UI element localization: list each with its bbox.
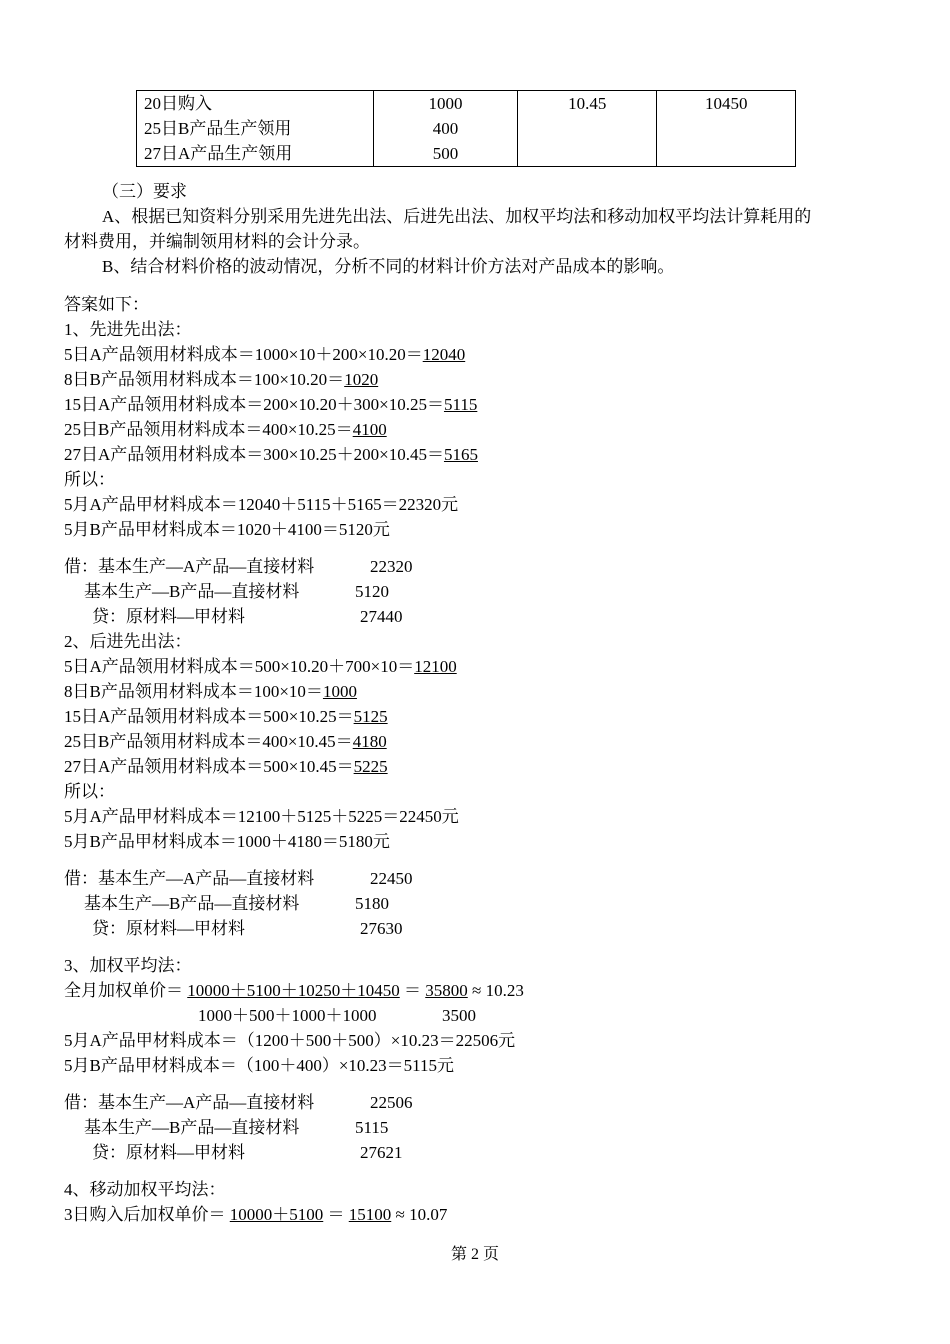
total-b: 5月B产品甲材料成本＝1000＋4180＝5180元 <box>64 832 390 851</box>
calc-line: 27日A产品领用材料成本＝300×10.25＋200×10.45＝5165 <box>64 445 478 464</box>
entry-credit: 贷：原材料—甲材料 <box>92 1143 245 1162</box>
entry-amount: 22506 <box>370 1093 413 1112</box>
calc-line: 8日B产品领用材料成本＝100×10＝1000 <box>64 682 357 701</box>
entry-debit-b: 基本生产—B产品—直接材料 <box>84 894 300 913</box>
table-cell: 20日购入 25日B产品生产领用 27日A产品生产领用 <box>137 91 374 167</box>
calc-line: 25日B产品领用材料成本＝400×10.25＝4100 <box>64 420 387 439</box>
entry-amount: 5115 <box>355 1118 389 1137</box>
calc-line: 27日A产品领用材料成本＝500×10.45＝5225 <box>64 757 388 776</box>
total-a: 5月A产品甲材料成本＝12100＋5125＋5225＝22450元 <box>64 807 459 826</box>
total-a: 5月A产品甲材料成本＝12040＋5115＋5165＝22320元 <box>64 495 459 514</box>
calc-line: 8日B产品领用材料成本＝100×10.20＝1020 <box>64 370 379 389</box>
entry-debit-b: 基本生产—B产品—直接材料 <box>84 582 300 601</box>
weighted-title: 3、加权平均法： <box>64 956 192 975</box>
entry-amount: 22450 <box>370 869 413 888</box>
requirements-heading: （三）要求 <box>102 182 187 201</box>
total-b: 5月B产品甲材料成本＝1020＋4100＝5120元 <box>64 520 390 539</box>
calc-line: 15日A产品领用材料成本＝200×10.20＋300×10.25＝5115 <box>64 395 478 414</box>
moving-formula: 3日购入后加权单价＝ 10000＋5100 ＝ 15100 ≈ 10.07 <box>64 1205 448 1224</box>
entry-debit-a: 借：基本生产—A产品—直接材料 <box>64 1093 315 1112</box>
so-label: 所以： <box>64 782 115 801</box>
weighted-denominator: 3500 <box>442 1006 476 1025</box>
answer-intro: 答案如下： <box>64 295 149 314</box>
entry-credit: 贷：原材料—甲材料 <box>92 607 245 626</box>
entry-amount: 22320 <box>370 557 413 576</box>
lifo-title: 2、后进先出法： <box>64 632 192 651</box>
weighted-denominator: 1000＋500＋1000＋1000 <box>198 1006 377 1025</box>
requirement-a: A、根据已知资料分别采用先进先出法、后进先出法、加权平均法和移动加权平均法计算耗用的 <box>102 207 812 226</box>
entry-amount: 5120 <box>355 582 389 601</box>
requirement-a-cont: 材料费用，并编制领用材料的会计分录。 <box>64 232 370 251</box>
entry-debit-b: 基本生产—B产品—直接材料 <box>84 1118 300 1137</box>
so-label: 所以： <box>64 470 115 489</box>
entry-debit-a: 借：基本生产—A产品—直接材料 <box>64 557 315 576</box>
material-table <box>136 90 796 167</box>
weighted-formula: 全月加权单价＝ 10000＋5100＋10250＋10450 ＝ 35800 ≈ 10.23 <box>64 981 524 1000</box>
entry-debit-a: 借：基本生产—A产品—直接材料 <box>64 869 315 888</box>
fifo-title: 1、先进先出法： <box>64 320 192 339</box>
table-cell: 10.45 <box>518 91 657 167</box>
entry-amount: 27621 <box>360 1143 403 1162</box>
calc-line: 5日A产品领用材料成本＝500×10.20＋700×10＝12100 <box>64 657 457 676</box>
page-number: 第 2 页 <box>450 1246 499 1263</box>
entry-amount: 27630 <box>360 919 403 938</box>
entry-credit: 贷：原材料—甲材料 <box>92 919 245 938</box>
moving-title: 4、移动加权平均法： <box>64 1180 226 1199</box>
entry-amount: 5180 <box>355 894 389 913</box>
total-a: 5月A产品甲材料成本＝（1200＋500＋500）×10.23＝22506元 <box>64 1031 516 1050</box>
calc-line: 15日A产品领用材料成本＝500×10.25＝5125 <box>64 707 388 726</box>
total-b: 5月B产品甲材料成本＝（100＋400）×10.23＝5115元 <box>64 1056 455 1075</box>
calc-line: 25日B产品领用材料成本＝400×10.45＝4180 <box>64 732 387 751</box>
table-row <box>137 91 796 167</box>
requirement-b: B、结合材料价格的波动情况，分析不同的材料计价方法对产品成本的影响。 <box>102 257 675 276</box>
table-cell: 1000 400 500 <box>373 91 517 167</box>
entry-amount: 27440 <box>360 607 403 626</box>
calc-line: 5日A产品领用材料成本＝1000×10＋200×10.20＝12040 <box>64 345 466 364</box>
table-cell: 10450 <box>657 91 796 167</box>
